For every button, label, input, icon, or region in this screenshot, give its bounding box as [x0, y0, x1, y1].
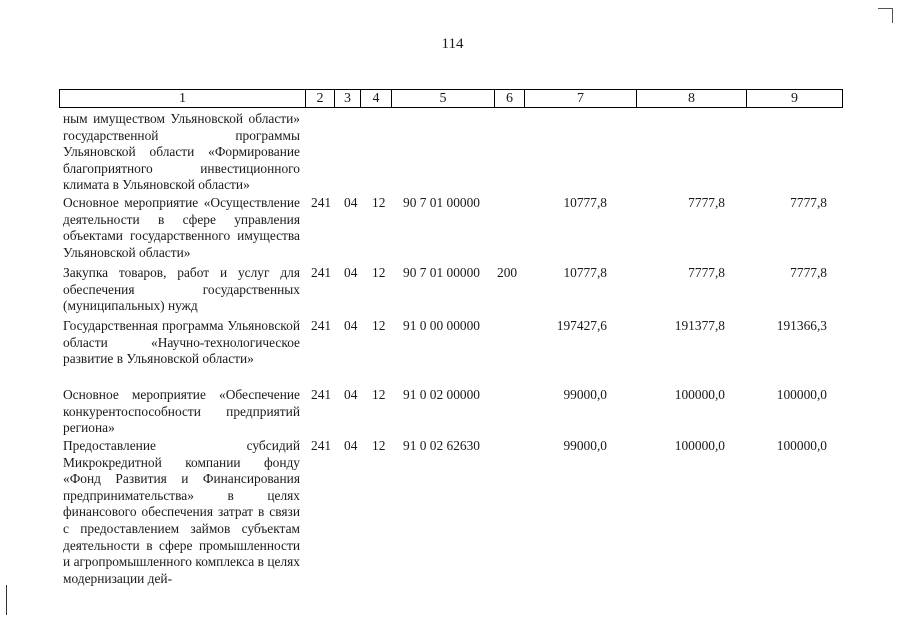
row-target-code: 91 0 00 00000 — [403, 318, 480, 333]
header-col-2: 2 — [305, 90, 334, 107]
row-target-code: 91 0 02 00000 — [403, 387, 480, 402]
row-amount-3: 191366,3 — [776, 318, 827, 333]
row-description: ным имуществом Ульяновской области» государственной программы Ульяновской области «Формирование благоприятного инвестиционного климата в Ульяновской области» — [63, 111, 300, 193]
row-subsection: 12 — [372, 195, 386, 210]
row-admin-code: 241 — [311, 195, 332, 210]
row-description: Основное мероприятие «Обеспечение конкурентоспособности предприятий региона» — [63, 387, 300, 436]
header-col-4: 4 — [360, 90, 391, 107]
row-amount-2: 100000,0 — [674, 438, 725, 453]
row-subsection: 12 — [372, 265, 386, 280]
header-col-5: 5 — [391, 90, 494, 107]
row-section: 04 — [344, 318, 358, 333]
row-amount-2: 7777,8 — [688, 265, 725, 280]
row-amount-2: 191377,8 — [674, 318, 725, 333]
table-header — [59, 89, 843, 108]
header-col-9: 9 — [746, 90, 842, 107]
row-amount-1: 197427,6 — [556, 318, 607, 333]
row-section: 04 — [344, 265, 358, 280]
row-amount-2: 100000,0 — [674, 387, 725, 402]
row-section: 04 — [344, 195, 358, 210]
row-target-code: 90 7 01 00000 — [403, 195, 480, 210]
page-number: 114 — [441, 36, 464, 52]
header-col-1: 1 — [179, 91, 186, 106]
row-admin-code: 241 — [311, 318, 332, 333]
row-admin-code: 241 — [311, 265, 332, 280]
header-col-6: 6 — [494, 90, 524, 107]
row-admin-code: 241 — [311, 438, 332, 453]
row-target-code: 91 0 02 62630 — [403, 438, 480, 453]
row-subsection: 12 — [372, 387, 386, 402]
header-col-8: 8 — [636, 90, 746, 107]
row-subsection: 12 — [372, 318, 386, 333]
header-col-7: 7 — [524, 90, 636, 107]
row-description: Государственная программа Ульяновской области «Научно-технологическое развитие в Ульяновской области» — [63, 318, 300, 367]
row-description: Закупка товаров, работ и услуг для обеспечения государственных (муниципальных) нужд — [63, 265, 300, 314]
row-amount-2: 7777,8 — [688, 195, 725, 210]
row-amount-3: 100000,0 — [776, 387, 827, 402]
header-col-3: 3 — [334, 90, 360, 107]
row-description: Основное мероприятие «Осуществление деятельности в сфере управления объектами государственного имущества Ульяновской области» — [63, 195, 300, 260]
row-amount-1: 10777,8 — [563, 265, 607, 280]
row-target-code: 90 7 01 00000 — [403, 265, 480, 280]
row-amount-1: 99000,0 — [563, 438, 607, 453]
row-section: 04 — [344, 387, 358, 402]
row-expense-type: 200 — [497, 265, 518, 280]
row-amount-3: 7777,8 — [790, 265, 827, 280]
row-section: 04 — [344, 438, 358, 453]
row-description: Предоставление субсидий Микрокредитной компании фонду «Фонд Развития и Финансирования предпринимательства» в целях финансового обеспечения затрат в связи с предоставлением займов субъектам деятельности в сфере промышленности и агропромышленного комплекса в целях модернизации дей- — [63, 438, 300, 586]
left-margin-mark — [6, 585, 7, 615]
row-amount-1: 99000,0 — [563, 387, 607, 402]
row-amount-3: 100000,0 — [776, 438, 827, 453]
row-amount-1: 10777,8 — [563, 195, 607, 210]
row-admin-code: 241 — [311, 387, 332, 402]
row-amount-3: 7777,8 — [790, 195, 827, 210]
corner-mark — [878, 8, 893, 23]
row-subsection: 12 — [372, 438, 386, 453]
